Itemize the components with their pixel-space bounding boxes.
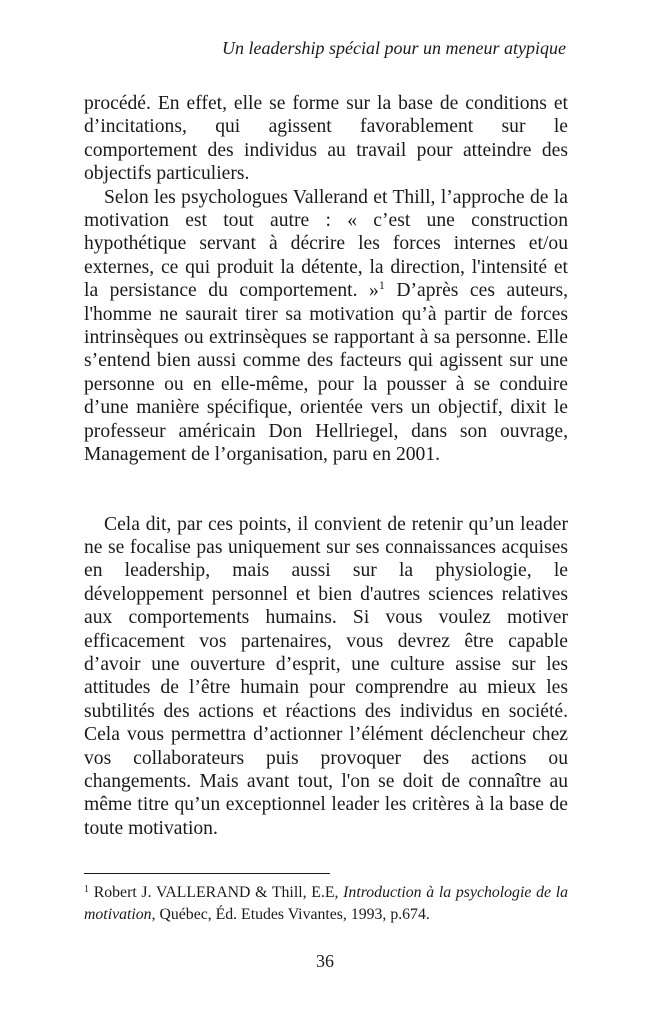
paragraph-spacer bbox=[84, 467, 568, 513]
footnote-number: 1 bbox=[84, 884, 89, 895]
footnote bbox=[84, 882, 568, 926]
page-number: 36 bbox=[316, 951, 334, 971]
paragraph-2-continuation: D’après ces auteurs, l'homme ne saurait tirer sa motivation qu’à partir de forces intrinsèques ou extrinsèques se rapportant à sa personne. Elle s’entend bien aussi comme des facteurs qui agissent sur une personne ou en elle-même, pour la pousser à se conduire d’une manière spécifique, orientée vers un objectif, dixit le professeur américain Don Hellriegel, dans son ouvrage, Management de l’organisation, paru en 2001. bbox=[84, 280, 568, 466]
footnote-author: Robert J. VALLERAND & Thill, E.E, bbox=[93, 884, 344, 901]
paragraph-3: Cela dit, par ces points, il convient de retenir qu’un leader ne se focalise pas uniquement sur ses connaissances acquises en leadership, mais aussi sur la physiologie, le développement personnel et bien d'autres sciences relatives aux comportements humains. Si vous voulez motiver efficacement vos partenaires, vous devrez être capable d’avoir une ouverture d’esprit, une culture assise sur les attitudes de l’être humain pour comprendre au mieux les subtilités des actions et réactions des individus en société. Cela vous permettra d’actionner l’élément déclencheur chez vos collaborateurs puis provoquer des actions ou changements. Mais avant tout, l'on se doit de connaître au même titre qu’un exceptionnel leader les critères à la base de toute motivation. bbox=[84, 513, 568, 839]
footnote-reference: 1 bbox=[378, 278, 385, 293]
footnote-divider bbox=[84, 873, 330, 874]
paragraph-2-quote: Selon les psychologues Vallerand et Thill, l’approche de la motivation est tout autre : « c’est une construction hypothétique servant à décrire les forces internes et/ou externes, ce qui produit la détente, la direction, l'intensité et la persistance du comportement. » bbox=[84, 186, 568, 302]
footnote-publication: , Québec, Éd. Etudes Vivantes, 1993, p.674. bbox=[151, 906, 430, 923]
running-header: Un leadership spécial pour un meneur atypique bbox=[222, 38, 566, 58]
body-text bbox=[84, 92, 568, 840]
footnote-book-title: Introduction à la psychologie de la motivation bbox=[84, 884, 568, 923]
paragraph-2 bbox=[84, 186, 568, 467]
paragraph-1: procédé. En effet, elle se forme sur la base de conditions et d’incitations, qui agissent favorablement sur le comportement des individus au travail pour atteindre des objectifs particuliers. bbox=[84, 93, 568, 185]
